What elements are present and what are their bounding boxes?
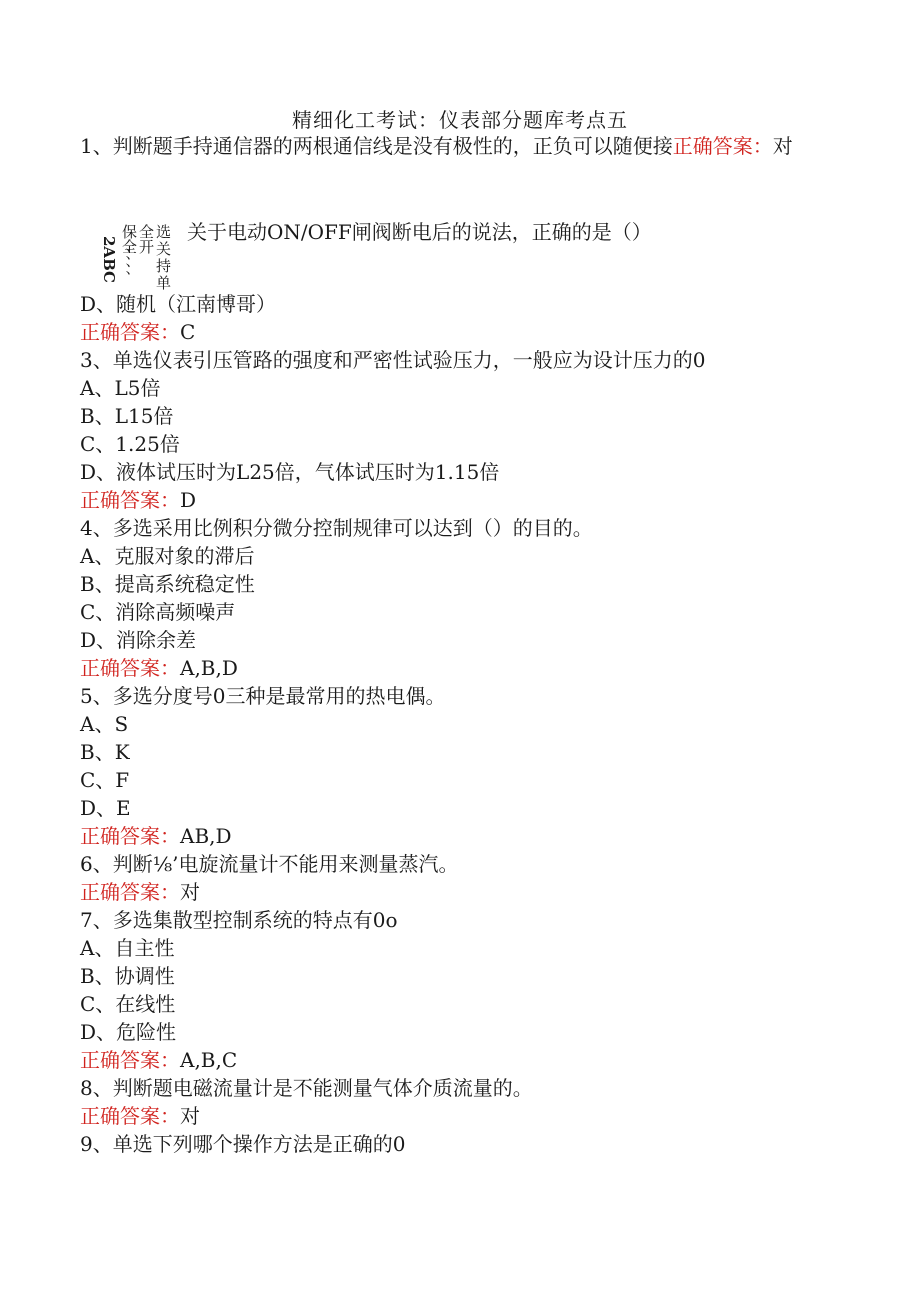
answer-label: 正确答案： <box>80 1048 180 1072</box>
answer-label: 正确答案： <box>80 320 180 344</box>
question-3-option: D、液体试压时为L25倍，气体试压时为1.15倍 <box>80 460 500 484</box>
question-2-answer-row <box>80 318 840 346</box>
question-4-stem: 4、多选采用比例积分微分控制规律可以达到（）的目的。 <box>80 516 593 540</box>
question-2-vertical-col5: 选关持单 <box>154 224 172 292</box>
question-2-vertical-col4: 全开 <box>137 224 155 254</box>
question-4-answer: A,B,D <box>180 656 238 680</box>
question-4-answer-row <box>80 654 840 682</box>
question-7-option: A、自主性 <box>80 936 175 960</box>
question-7-option: B、协调性 <box>80 964 175 988</box>
question-7-option: C、在线性 <box>80 992 176 1016</box>
question-4-option: D、消除余差 <box>80 628 197 652</box>
document-body <box>80 132 840 1158</box>
answer-label: 正确答案： <box>80 880 180 904</box>
question-3-answer: D <box>180 488 197 512</box>
question-2-option-d: D、随机（江南博哥） <box>80 292 277 316</box>
question-3-answer-row <box>80 486 840 514</box>
question-9-stem: 9、单选下列哪个操作方法是正确的0 <box>80 1132 406 1156</box>
question-6-stem: 6、判断⅛’电旋流量计不能用来测量蒸汽。 <box>80 852 459 876</box>
answer-label: 正确答案： <box>80 488 180 512</box>
question-5-option: D、E <box>80 796 131 820</box>
question-5-stem: 5、多选分度号0三种是最常用的热电偶。 <box>80 684 446 708</box>
question-2-answer: C <box>180 320 196 344</box>
question-7-stem: 7、多选集散型控制系统的特点有0o <box>80 908 398 932</box>
question-5-option: B、K <box>80 740 130 764</box>
question-3-option: A、L5倍 <box>80 376 161 400</box>
answer-label: 正确答案： <box>80 824 180 848</box>
question-5-option: C、F <box>80 768 130 792</box>
question-6-answer: 对 <box>180 880 200 904</box>
question-8-stem: 8、判断题电磁流量计是不能测量气体介质流量的。 <box>80 1076 533 1100</box>
question-2-vertical-marks: 、、、、 <box>114 248 132 286</box>
question-5-option: A、S <box>80 712 129 736</box>
answer-label: 正确答案： <box>672 134 773 158</box>
question-4-option: A、克服对象的滞后 <box>80 544 255 568</box>
answer-label: 正确答案： <box>80 1104 180 1128</box>
question-6-answer-row <box>80 878 840 906</box>
question-2-vertical-col3: 保全 <box>120 224 138 254</box>
question-2-vertical-numbers: 2ABC <box>100 236 118 283</box>
question-5-answer: AB,D <box>180 824 232 848</box>
question-1 <box>80 132 840 160</box>
question-2-stem: 关于电动ON/OFF闸阀断电后的说法，正确的是（） <box>187 220 652 244</box>
question-7-answer: A,B,C <box>180 1048 238 1072</box>
question-2 <box>80 160 840 290</box>
question-4-option: C、消除高频噪声 <box>80 600 236 624</box>
question-8-answer-row <box>80 1102 840 1130</box>
question-7-option: D、危险性 <box>80 1020 177 1044</box>
question-7-answer-row <box>80 1046 840 1074</box>
question-5-answer-row <box>80 822 840 850</box>
question-1-stem: 1、判断题手持通信器的两根通信线是没有极性的，正负可以随便接 <box>80 134 673 158</box>
question-4-option: B、提高系统稳定性 <box>80 572 255 596</box>
question-1-answer: 对 <box>772 134 793 158</box>
question-3-option: B、L15倍 <box>80 404 174 428</box>
question-3-stem: 3、单选仪表引压管路的强度和严密性试验压力，一般应为设计压力的0 <box>80 348 706 372</box>
page-title: 精细化工考试：仪表部分题库考点五 <box>292 108 628 132</box>
answer-label: 正确答案： <box>80 656 180 680</box>
question-8-answer: 对 <box>180 1104 200 1128</box>
question-3-option: C、1.25倍 <box>80 432 180 456</box>
